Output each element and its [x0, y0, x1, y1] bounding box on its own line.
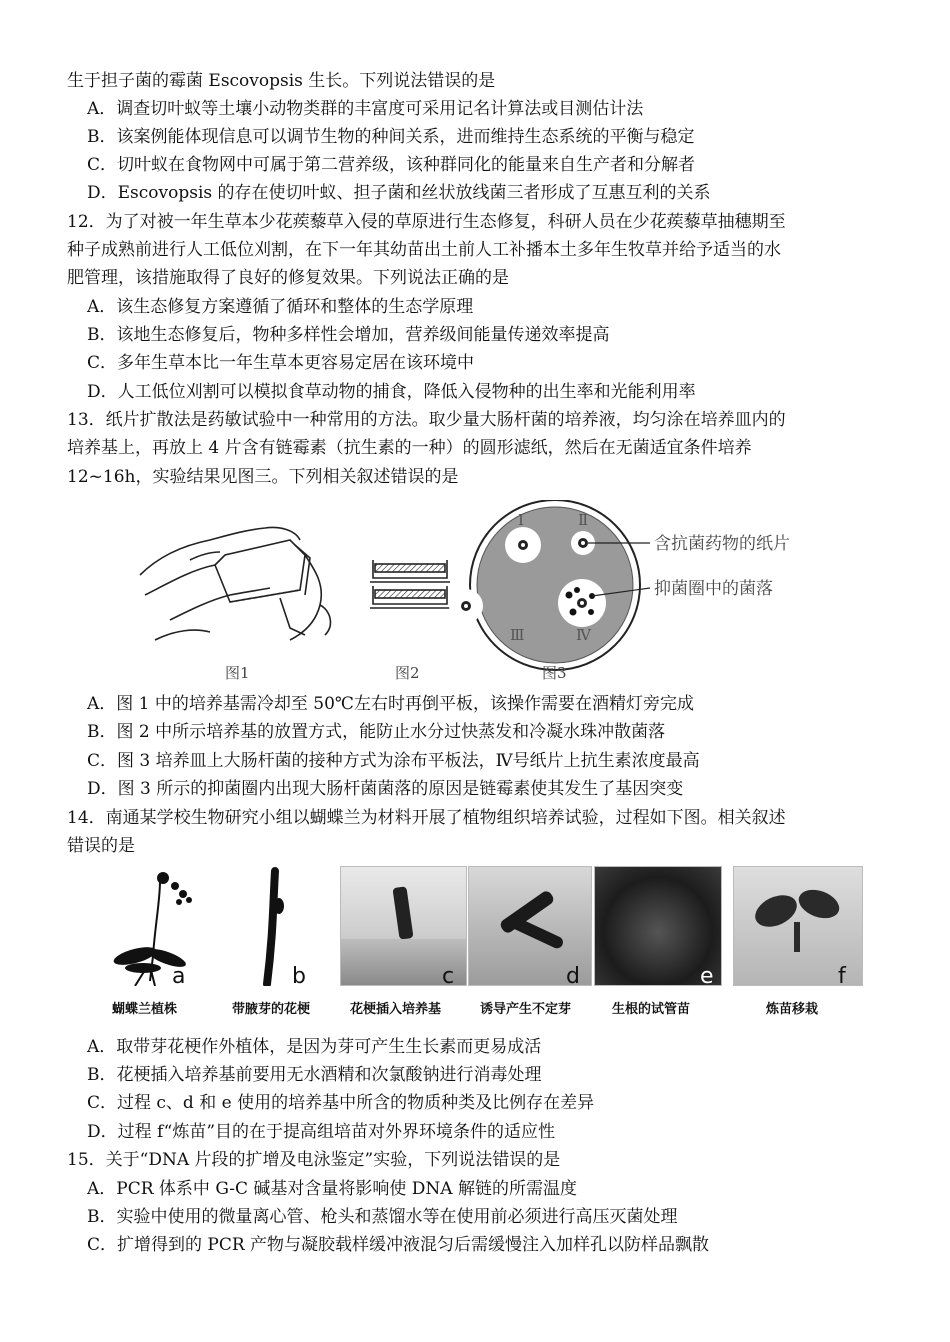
- q15-option-a: A．PCR 体系中 G-C 碱基对含量将影响使 DNA 解链的所需温度: [87, 1179, 577, 1199]
- q13-figure: [130, 500, 850, 690]
- photo-b-flower-stalk: [255, 866, 315, 986]
- photo-e-caption: 生根的试管苗: [612, 1002, 691, 1017]
- q15-stem: 15．关于“DNA 片段的扩增及电泳鉴定”实验，下列说法错误的是: [67, 1150, 561, 1170]
- q13-option-d: D．图 3 所示的抑菌圈内出现大肠杆菌菌落的原因是链霉素使其发生了基因突变: [87, 779, 684, 799]
- q11-option-b: B．该案例能体现信息可以调节生物的种间关系，进而维持生态系统的平衡与稳定: [87, 127, 695, 147]
- q12-stem-line-1: 12．为了对被一年生草本少花蒺藜草入侵的草原进行生态修复，科研人员在少花蒺藜草抽穗期至: [67, 212, 786, 232]
- q12-stem-line-3: 肥管理，该措施取得了良好的修复效果。下列说法正确的是: [67, 268, 509, 288]
- dish-label-III: Ⅲ: [510, 626, 525, 644]
- photo-a-caption: 蝴蝶兰植株: [112, 1002, 178, 1017]
- photo-f-caption: 炼苗移栽: [766, 1002, 819, 1017]
- q12-option-b: B．该地生态修复后，物种多样性会增加，营养级间能量传递效率提高: [87, 325, 610, 345]
- q12-option-d: D．人工低位刈割可以模拟食草动物的捕食，降低入侵物种的出生率和光能利用率: [87, 382, 696, 402]
- photo-c-letter: c: [442, 964, 455, 989]
- figure-3-petri-dish: [449, 500, 650, 670]
- q14-option-d: D．过程 f“炼苗”目的在于提高组培苗对外界环境条件的适应性: [87, 1122, 556, 1142]
- photo-a-letter: a: [172, 964, 186, 989]
- dish-label-II: Ⅱ: [578, 511, 589, 529]
- q11-option-d: D．Escovopsis 的存在使切叶蚁、担子菌和丝状放线菌三者形成了互惠互利的关系: [87, 183, 711, 203]
- q14-option-a: A．取带芽花梗作外植体，是因为芽可产生生长素而更易成活: [87, 1037, 542, 1057]
- figure-2-caption: 图2: [395, 664, 420, 682]
- photo-f-letter: f: [838, 964, 846, 989]
- q14-stem-line-1: 14．南通某学校生物研究小组以蝴蝶兰为材料开展了植物组织培养试验，过程如下图。相关叙述: [67, 808, 786, 828]
- photo-a-orchid-plant: [105, 866, 200, 986]
- q13-stem-line-1: 13．纸片扩散法是药敏试验中一种常用的方法。取少量大肠杆菌的培养液，均匀涂在培养皿内的: [67, 410, 786, 430]
- q13-option-b: B．图 2 中所示培养基的放置方式，能防止水分过快蒸发和冷凝水珠冲散菌落: [87, 722, 666, 742]
- q14-option-c: C．过程 c、d 和 e 使用的培养基中所含的物质种类及比例存在差异: [87, 1093, 595, 1113]
- q15-option-b: B．实验中使用的微量离心管、枪头和蒸馏水等在使用前必须进行高压灭菌处理: [87, 1207, 678, 1227]
- photo-e-letter: e: [700, 964, 714, 989]
- q11-option-a: A．调查切叶蚁等土壤小动物类群的丰富度可采用记名计算法或目测估计法: [87, 99, 644, 119]
- q11-option-c: C．切叶蚁在食物网中可属于第二营养级，该种群同化的能量来自生产者和分解者: [87, 155, 696, 175]
- question-11-stem-tail: 生于担子菌的霉菌 Escovopsis 生长。下列说法错误的是: [67, 71, 496, 91]
- photo-d-letter: d: [566, 964, 580, 989]
- q12-stem-line-2: 种子成熟前进行人工低位刈割，在下一年其幼苗出土前人工补播本土多年生牧草并给予适当的水: [67, 240, 781, 260]
- figure-1-pouring-plate: [140, 528, 330, 641]
- figure-2-inverted-plates: [370, 560, 450, 608]
- q12-option-c: C．多年生草本比一年生草本更容易定居在该环境中: [87, 353, 475, 373]
- q14-stem-line-2: 错误的是: [67, 836, 135, 856]
- annotation-colony-in-zone: 抑菌圈中的菌落: [654, 579, 773, 599]
- figure-3-caption: 图3: [542, 664, 567, 682]
- dish-label-I: Ⅰ: [518, 511, 524, 529]
- photo-b-caption: 带腋芽的花梗: [232, 1002, 311, 1017]
- q12-option-a: A．该生态修复方案遵循了循环和整体的生态学原理: [87, 297, 474, 317]
- q13-stem-line-3: 12~16h，实验结果见图三。下列相关叙述错误的是: [67, 467, 459, 487]
- photo-c-caption: 花梗插入培养基: [350, 1002, 442, 1017]
- q13-stem-line-2: 培养基上，再放上 4 片含有链霉素（抗生素的一种）的圆形滤纸，然后在无菌适宜条件培养: [67, 438, 752, 458]
- photo-b-letter: b: [292, 964, 306, 989]
- dish-label-IV: Ⅳ: [576, 626, 591, 644]
- q14-option-b: B．花梗插入培养基前要用无水酒精和次氯酸钠进行消毒处理: [87, 1065, 542, 1085]
- annotation-antibiotic-disc: 含抗菌药物的纸片: [654, 534, 790, 554]
- figure-1-caption: 图1: [225, 664, 250, 682]
- photo-d-caption: 诱导产生不定芽: [480, 1002, 572, 1017]
- q15-option-c: C．扩增得到的 PCR 产物与凝胶载样缓冲液混匀后需缓慢注入加样孔以防样品飘散: [87, 1235, 710, 1255]
- q13-option-a: A．图 1 中的培养基需冷却至 50℃左右时再倒平板，该操作需要在酒精灯旁完成: [87, 694, 694, 714]
- q13-option-c: C．图 3 培养皿上大肠杆菌的接种方式为涂布平板法，Ⅳ号纸片上抗生素浓度最高: [87, 751, 700, 771]
